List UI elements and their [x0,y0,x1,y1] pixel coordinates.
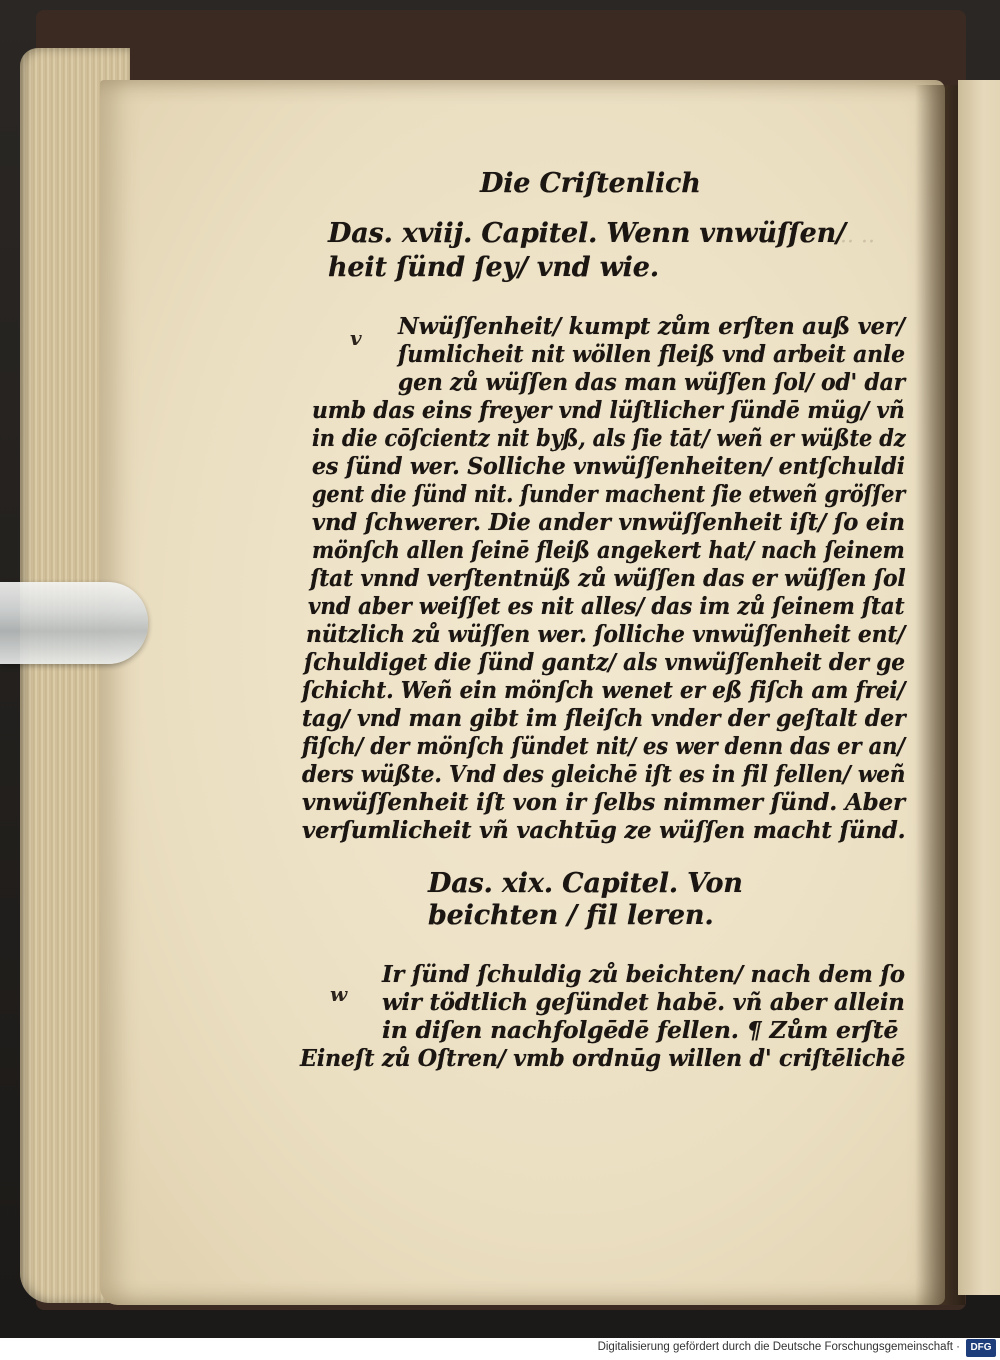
chapter-heading-line: heit ſünd ſey/ vnd wie. [328,252,659,283]
glass-page-weight [0,582,148,664]
chapter-heading-line: Das. xviij. Capitel. Wenn vnwüſſen/ [328,218,846,249]
dfg-logo: DFG [966,1339,996,1357]
running-head: Die Criſtenlich [480,168,701,199]
footer-credit: Digitalisierung gefördert durch die Deutsche Forschungsgemeinschaft · [597,1341,960,1353]
text-line: mönſch allen ſeinē fleiß angekert hat/ nach ſeinem [312,536,905,564]
show-through: ·· ·· [840,230,875,255]
text-line: vnd ſchwerer. Die ander vnwüſſenheit iſt/ ſo ein [312,508,905,536]
text-line: nützlich zů wüſſen wer. ſolliche vnwüſſenheit ent/ [306,620,906,648]
chapter-heading-line: beichten / fil leren. [428,900,714,931]
text-line: fiſch/ der mönſch ſündet nit/ es wer denn das er an/ [302,732,905,760]
text-line: umb das eins freyer vnd lüſtlicher ſündē müg/ vñ [312,396,905,424]
text-line: gen zů wüſſen das man wüſſen ſol/ od' dar [398,368,906,396]
text-line: Ir ſünd ſchuldig zů beichten/ nach dem ſo [382,960,905,988]
text-line: ſchicht. Weñ ein mönſch wenet er eß fiſch am frei/ [302,676,906,704]
text-line: ſchuldiget die ſünd gantz/ als vnwüſſenheit der ge [304,648,905,676]
text-line: ders wüßte. Vnd des gleichē iſt es in fil fellen/ weñ [302,760,906,788]
text-line: verſumlicheit vñ vachtūg ze wüſſen macht ſünd. [302,816,906,844]
text-line: ſtat vnnd verſtentnüß zů wüſſen das er wüſſen ſol [310,564,906,592]
text-line: gent die ſünd nit. ſunder machent ſie etweñ gröſſer [312,480,906,508]
text-line: wir tödtlich geſündet habē. vñ aber allein [382,988,905,1016]
text-line: Eineſt zů Oſtren/ vmb ordnūg willen d' criſtēlichē [300,1044,906,1072]
text-line: in diſen nachfolgēdē fellen. ¶ Zům erſtē [382,1016,899,1044]
text-line: es ſünd wer. Solliche vnwüſſenheiten/ entſchuldi [312,452,905,480]
text-line: tag/ vnd man gibt im fleiſch vnder der geſtalt der [302,704,906,732]
text-line: vnwüſſenheit iſt von ir ſelbs nimmer ſünd. Aber [302,788,905,816]
text-line: in die cōſcientz nit byß, als ſie tāt/ weñ er wüßte dz [312,424,906,452]
margin-letter: w [330,982,348,1006]
facing-page [958,80,1000,1295]
margin-letter: v [350,326,362,350]
text-line: vnd aber weiſſet es nit alles/ das im zů ſeinem ſtat [308,592,905,620]
text-line: ſumlicheit nit wöllen fleiß vnd arbeit anle [398,340,905,368]
text-line: Nwüſſenheit/ kumpt zům erſten auß ver/ [398,312,905,340]
chapter-heading-line: Das. xix. Capitel. Von [428,868,743,899]
